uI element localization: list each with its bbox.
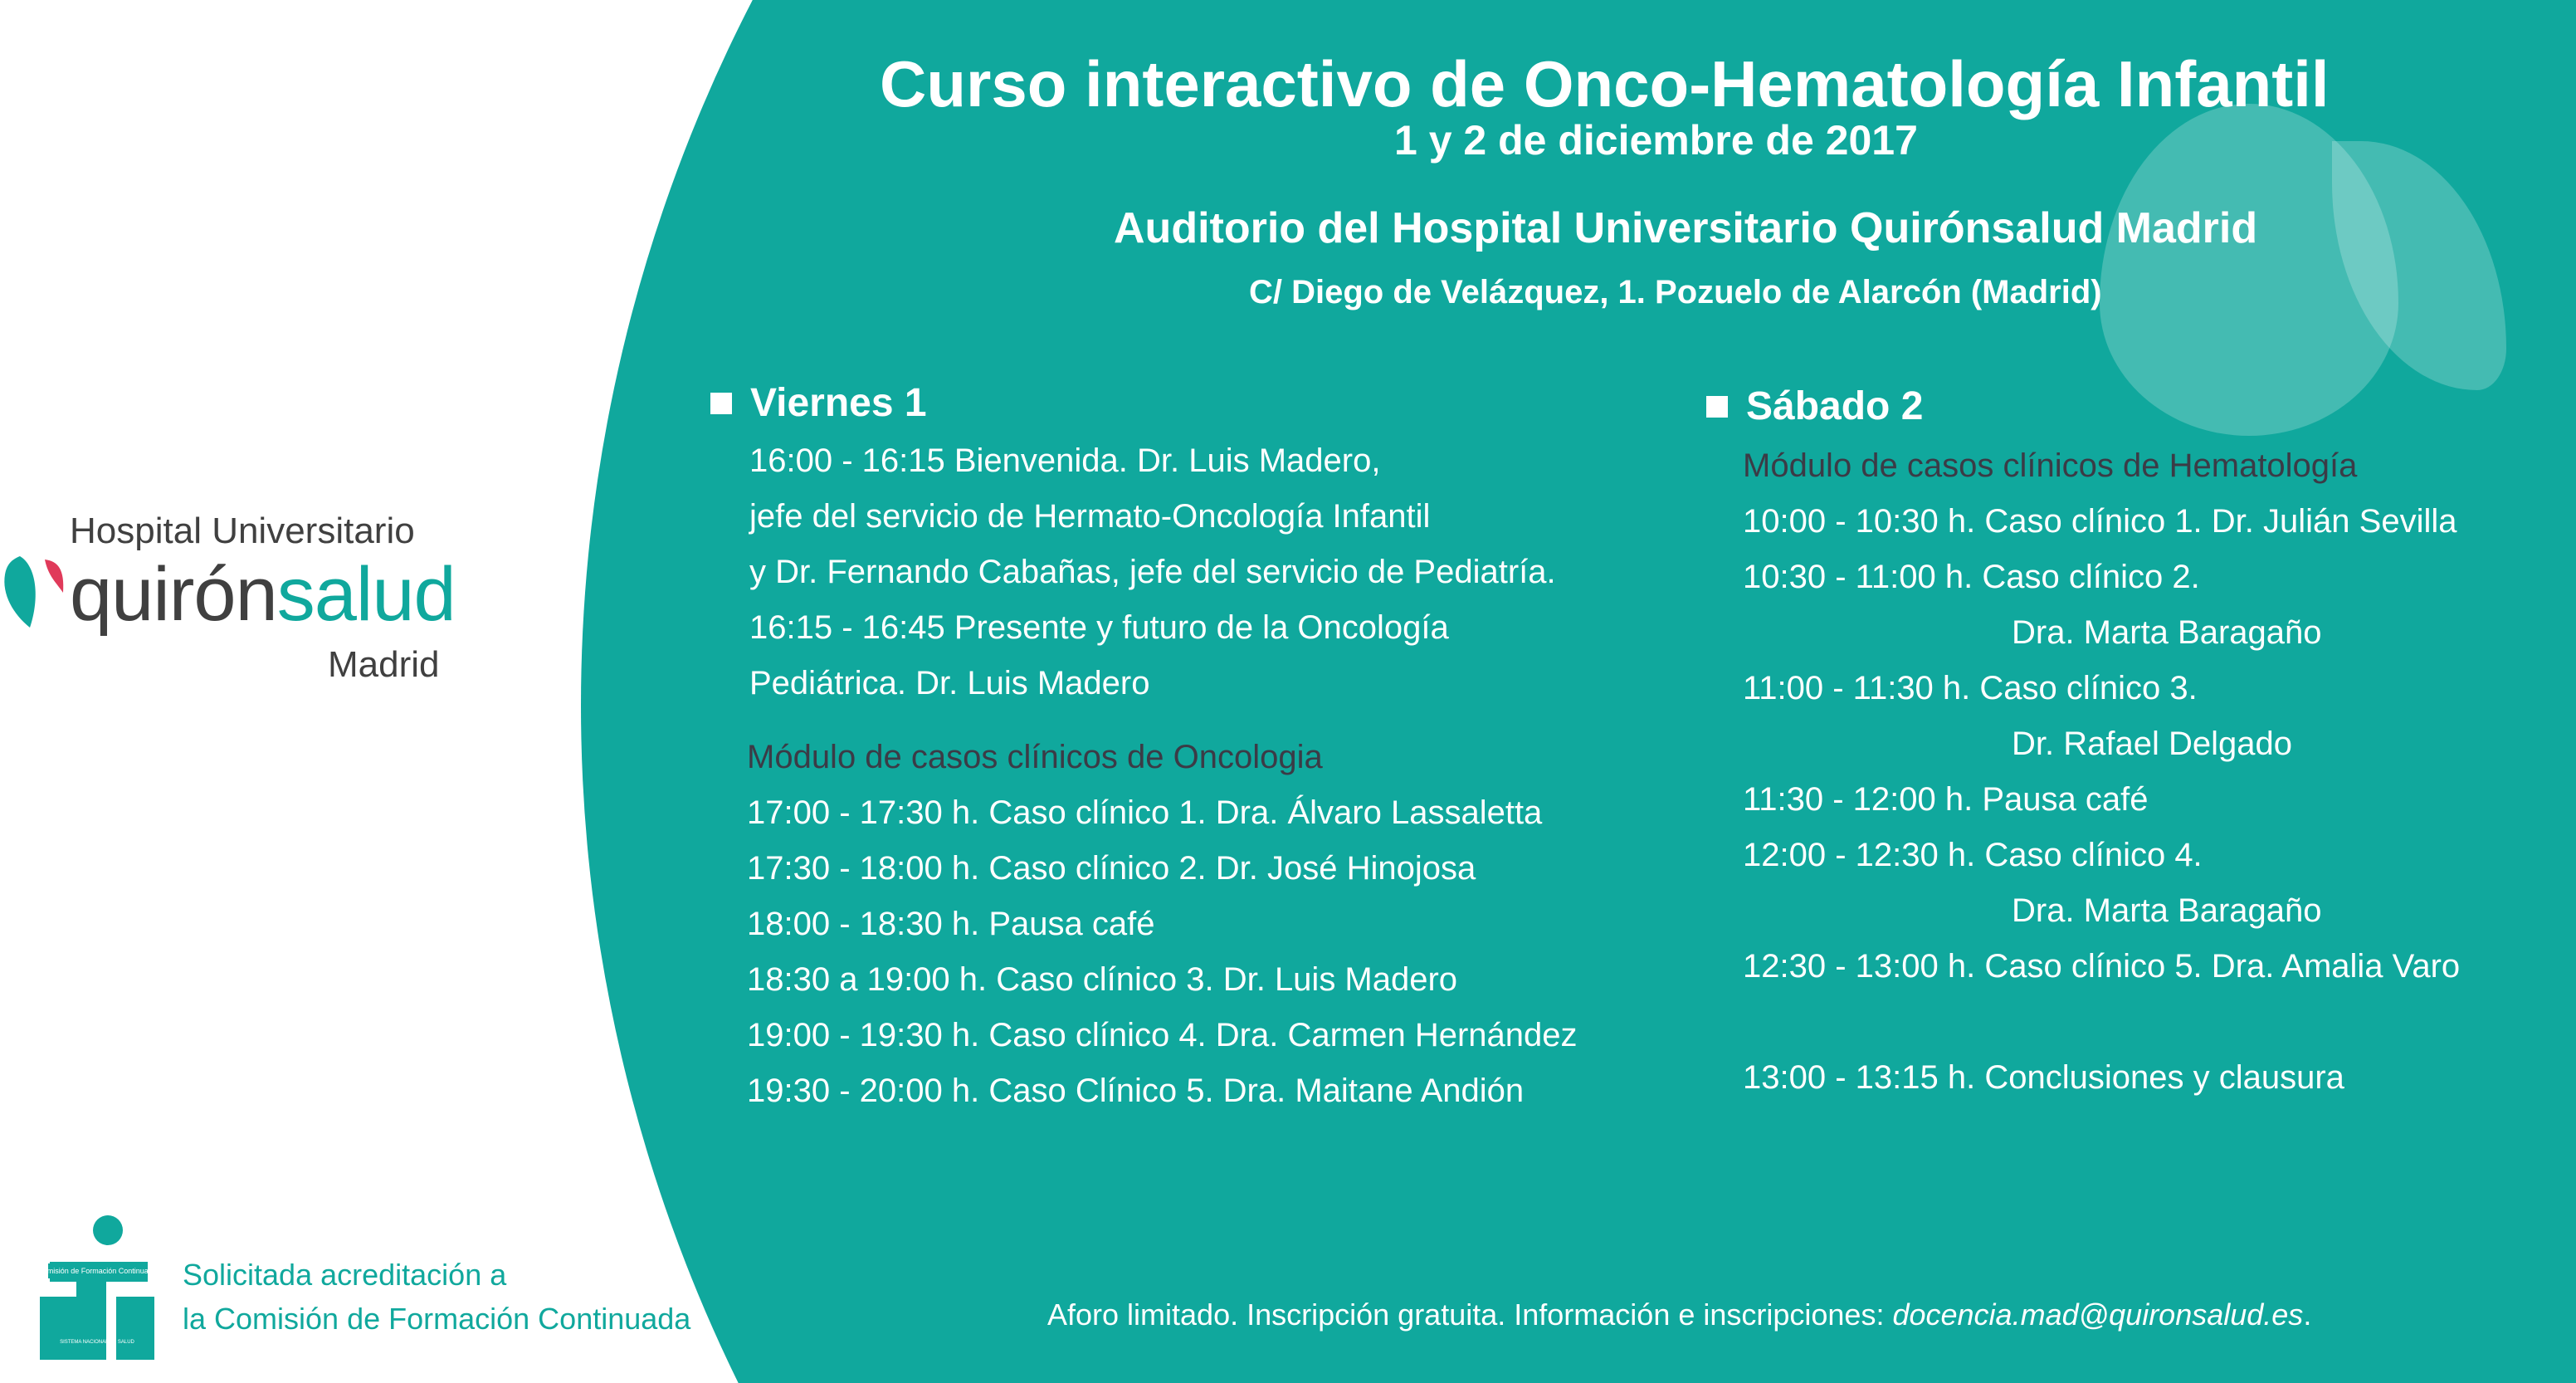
friday-intro-line: jefe del servicio de Hermato-Oncología Infantil (749, 498, 1431, 535)
saturday-session-speaker: Dr. Rafael Delgado (2012, 726, 2292, 762)
apostrophe-logo-icon (41, 558, 66, 594)
saturday-heading-label: Sábado 2 (1746, 384, 1924, 428)
friday-intro-line: 16:00 - 16:15 Bienvenida. Dr. Luis Madero, (749, 442, 1381, 479)
brand-name (70, 551, 456, 638)
saturday-session: 12:30 - 13:00 h. Caso clínico 5. Dra. Amalia Varo (1743, 948, 2461, 985)
footer-end: . (2303, 1297, 2312, 1332)
saturday-session: 10:30 - 11:00 h. Caso clínico 2. (1743, 559, 2200, 595)
friday-intro-line: y Dr. Fernando Cabañas, jefe del servicio de Pediatría. (749, 554, 1556, 590)
friday-session: 18:00 - 18:30 h. Pausa café (747, 906, 1155, 942)
saturday-session: 11:00 - 11:30 h. Caso clínico 3. (1743, 670, 2198, 706)
quironsalud-logo-mark-icon (0, 555, 40, 629)
bullet-square-icon (710, 393, 732, 414)
footer-text: Aforo limitado. Inscripción gratuita. Información e inscripciones: (1047, 1297, 1893, 1332)
hospital-label: Hospital Universitario (70, 511, 415, 551)
friday-intro-line: 16:15 - 16:45 Presente y futuro de la Oncología (749, 609, 1449, 646)
friday-intro-line: Pediátrica. Dr. Luis Madero (749, 665, 1150, 701)
accreditation-logo-icon (35, 1214, 159, 1361)
friday-session: 17:00 - 17:30 h. Caso clínico 1. Dra. Álvaro Lassaletta (747, 794, 1543, 831)
saturday-session-speaker: Dra. Marta Baragaño (2012, 892, 2322, 929)
friday-session: 19:30 - 20:00 h. Caso Clínico 5. Dra. Maitane Andión (747, 1073, 1525, 1109)
brand-name-part1: quirón (70, 552, 277, 637)
brand-name-part2: salud (276, 552, 456, 637)
footer-info (1047, 1297, 2311, 1332)
venue: Auditorio del Hospital Universitario Quirónsalud Madrid (1114, 204, 2258, 252)
saturday-session-speaker: Dra. Marta Baragaño (2012, 614, 2322, 651)
saturday-session: 10:00 - 10:30 h. Caso clínico 1. Dr. Julián Sevilla (1743, 503, 2457, 540)
saturday-session: 12:00 - 12:30 h. Caso clínico 4. (1743, 837, 2203, 873)
friday-session: 18:30 a 19:00 h. Caso clínico 3. Dr. Luis Madero (747, 961, 1458, 998)
saturday-session: 13:00 - 13:15 h. Conclusiones y clausura (1743, 1059, 2344, 1096)
saturday-session: 11:30 - 12:00 h. Pausa café (1743, 781, 2149, 818)
friday-heading (710, 380, 927, 426)
saturday-heading (1706, 384, 1923, 429)
friday-session: 17:30 - 18:00 h. Caso clínico 2. Dr. José Hinojosa (747, 850, 1476, 887)
bullet-square-icon (1706, 396, 1728, 418)
contact-email-link[interactable]: docencia.mad@quironsalud.es (1892, 1297, 2304, 1332)
friday-heading-label: Viernes 1 (750, 381, 927, 425)
friday-session: 19:00 - 19:30 h. Caso clínico 4. Dra. Carmen Hernández (747, 1017, 1578, 1053)
friday-module-title: Módulo de casos clínicos de Oncologia (747, 739, 1323, 775)
venue-address: C/ Diego de Velázquez, 1. Pozuelo de Alarcón (Madrid) (1249, 274, 2102, 310)
accreditation-line-2: la Comisión de Formación Continuada (183, 1302, 691, 1336)
brand-city: Madrid (328, 644, 440, 685)
course-title: Curso interactivo de Onco-Hematología Infantil (880, 47, 2330, 120)
saturday-module-title: Módulo de casos clínicos de Hematología (1743, 447, 2358, 484)
accreditation-line-1: Solicitada acreditación a (183, 1258, 507, 1292)
accreditation-logo-text-mid: SISTEMA NACIONAL DE SALUD (60, 1340, 134, 1345)
accreditation-logo-text-top: Comisión de Formación Continuada (37, 1267, 157, 1275)
course-date: 1 y 2 de diciembre de 2017 (1394, 117, 1918, 164)
